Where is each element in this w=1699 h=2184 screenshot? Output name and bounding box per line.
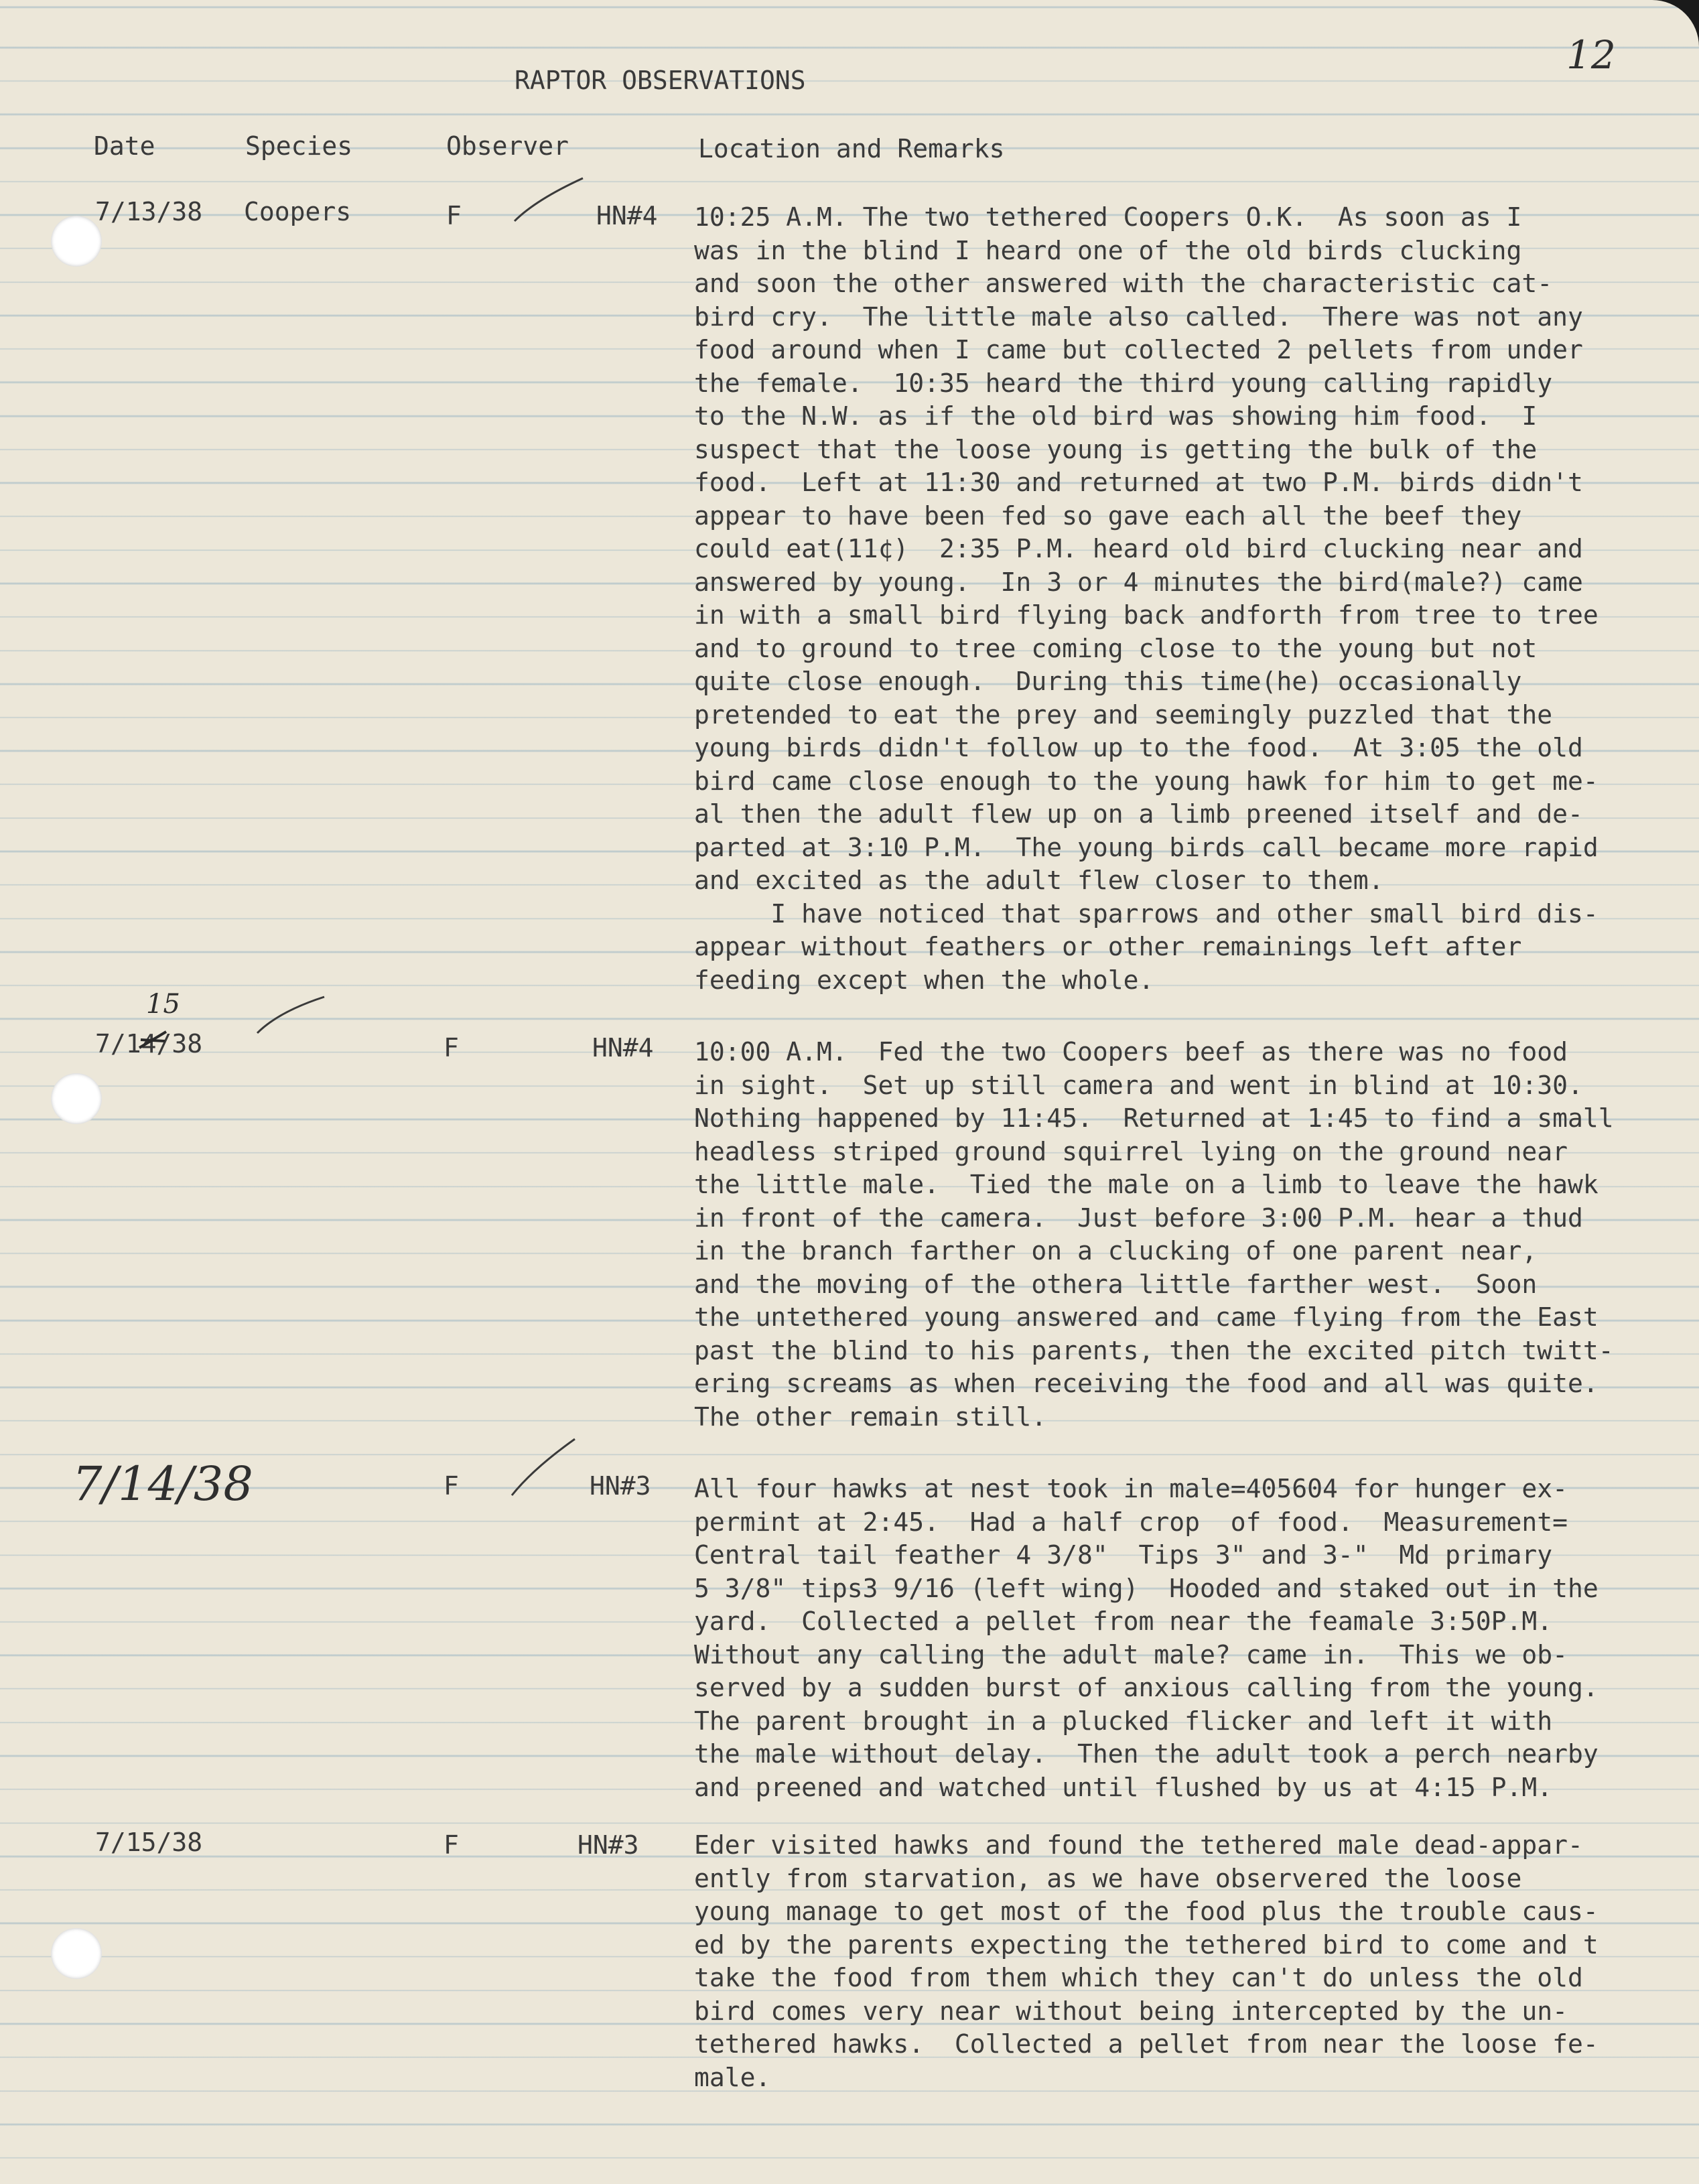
check-mark-icon (252, 992, 332, 1038)
page-title: RAPTOR OBSERVATIONS (515, 66, 806, 95)
remark-line: in front of the camera. Just before 3:00 P.M. hear a thud (694, 1203, 1583, 1233)
remark-line: to the N.W. as if the old bird was showing him food. I (694, 401, 1538, 431)
remark-line: appear without feathers or other remainings left after (694, 932, 1522, 961)
entry-remarks (694, 1473, 1686, 1804)
remark-line: young manage to get most of the food plus the trouble caus- (694, 1897, 1599, 1926)
remark-line: tethered hawks. Collected a pellet from near the loose fe- (694, 2029, 1599, 2059)
entry-nest-id: HN#3 (590, 1471, 651, 1501)
remark-line: the male without delay. Then the adult took a perch nearby (694, 1739, 1599, 1769)
remark-line: male. (694, 2062, 771, 2092)
remark-line: and excited as the adult flew closer to them. (694, 866, 1384, 895)
remark-line: and the moving of the othera little farther west. Soon (694, 1269, 1538, 1299)
column-header-remarks: Location and Remarks (698, 134, 1005, 163)
remark-line: The parent brought in a plucked flicker and left it with (694, 1706, 1553, 1736)
punch-hole (51, 1073, 102, 1124)
entry-date: 7/13/38 (95, 197, 203, 226)
remark-line: I have noticed that sparrows and other small bird dis- (694, 898, 1599, 929)
entry-date: 7/14/38 (95, 1029, 203, 1059)
remark-line: and preened and watched until flushed by us at 4:15 P.M. (694, 1772, 1553, 1802)
remark-line: pretended to eat the prey and seemingly puzzled that the (694, 699, 1553, 730)
remark-line: could eat(11¢) 2:35 P.M. heard old bird clucking near and (694, 534, 1583, 563)
remark-line: headless striped ground squirrel lying on the ground near (694, 1136, 1568, 1166)
remark-line: and to ground to tree coming close to the young but not (694, 633, 1538, 663)
remark-line: was in the blind I heard one of the old birds clucking (694, 235, 1522, 265)
remark-line: ed by the parents expecting the tethered bird to come and t (694, 1929, 1599, 1960)
remark-line: in sight. Set up still camera and went in blind at 10:30. (694, 1070, 1583, 1100)
entry-remarks (694, 1036, 1686, 1434)
column-header-species: Species (245, 131, 353, 161)
remark-line: and soon the other answered with the characteristic cat- (694, 269, 1553, 298)
remark-line: permint at 2:45. Had a half crop of food. Measurement= (694, 1507, 1568, 1537)
remark-line: yard. Collected a pellet from near the feamale 3:50P.M. (694, 1607, 1553, 1636)
remark-line: 10:25 A.M. The two tethered Coopers O.K. As soon as I (694, 202, 1522, 232)
remark-line: The other remain still. (694, 1402, 1047, 1432)
remark-line: ently from starvation, as we have observered the loose (694, 1863, 1522, 1893)
remark-line: Eder visited hawks and found the tethered male dead-appar- (694, 1830, 1583, 1860)
remark-line: the little male. Tied the male on a limb to leave the hawk (694, 1170, 1599, 1199)
entry-nest-id: HN#4 (596, 201, 658, 230)
remark-line: All four hawks at nest took in male=405604 for hunger ex- (694, 1474, 1568, 1503)
strikethrough-mark (137, 1026, 169, 1053)
entry-nest-id: HN#4 (592, 1033, 654, 1063)
column-header-observer: Observer (446, 131, 569, 161)
remark-line: bird came close enough to the young hawk for him to get me- (694, 766, 1599, 796)
remark-line: in the branch farther on a clucking of one parent near, (694, 1236, 1538, 1266)
remark-line: food. Left at 11:30 and returned at two P.M. birds didn't (694, 468, 1583, 497)
page-number: 12 (1566, 32, 1616, 78)
date-correction: 15 (146, 989, 180, 1020)
entry-species: Coopers (244, 197, 352, 226)
remark-line: bird cry. The little male also called. There was not any (694, 301, 1583, 332)
remark-line: bird comes very near without being intercepted by the un- (694, 1996, 1568, 2026)
check-mark-icon (506, 1434, 580, 1501)
remark-line: 5 3/8" tips3 9/16 (left wing) Hooded and staked out in the (694, 1573, 1599, 1603)
entry-observer: F (444, 1830, 459, 1860)
remark-line: Nothing happened by 11:45. Returned at 1:45 to find a small (694, 1103, 1614, 1133)
check-mark-icon (509, 173, 590, 226)
remark-line: the untethered young answered and came flying from the East (694, 1302, 1599, 1332)
remark-line: Central tail feather 4 3/8" Tips 3" and 3-" Md primary (694, 1540, 1553, 1570)
remark-line: take the food from them which they can't do unless the old (694, 1963, 1583, 1992)
remark-line: parted at 3:10 P.M. The young birds call became more rapid (694, 832, 1599, 862)
entry-remarks (694, 1829, 1686, 2094)
remark-line: the female. 10:35 heard the third young calling rapidly (694, 368, 1553, 398)
remark-line: past the blind to his parents, then the excited pitch twitt- (694, 1335, 1614, 1365)
entry-remarks (694, 201, 1686, 997)
remark-line: served by a sudden burst of anxious calling from the young. (694, 1673, 1599, 1702)
entry-date: 7/15/38 (95, 1828, 203, 1857)
entry-date-handwritten: 7/14/38 (72, 1456, 253, 1511)
remark-line: young birds didn't follow up to the food. At 3:05 the old (694, 733, 1583, 762)
punch-hole (51, 1928, 102, 1979)
entry-observer: F (444, 1033, 459, 1063)
remark-line: appear to have been fed so gave each all the beef they (694, 500, 1522, 531)
entry-observer: F (446, 201, 462, 230)
remark-line: in with a small bird flying back andforth from tree to tree (694, 600, 1599, 630)
remark-line: al then the adult flew up on a limb preened itself and de- (694, 799, 1583, 829)
remark-line: 10:00 A.M. Fed the two Coopers beef as there was no food (694, 1037, 1568, 1067)
entry-nest-id: HN#3 (577, 1830, 639, 1860)
remark-line: answered by young. In 3 or 4 minutes the bird(male?) came (694, 567, 1583, 597)
column-header-date: Date (94, 131, 155, 161)
remark-line: feeding except when the whole. (694, 965, 1154, 995)
remark-line: Without any calling the adult male? came in. This we ob- (694, 1639, 1568, 1669)
remark-line: ering screams as when receiving the food and all was quite. (694, 1369, 1599, 1398)
remark-line: food around when I came but collected 2 pellets from under (694, 335, 1583, 364)
remark-line: suspect that the loose young is getting the bulk of the (694, 434, 1538, 464)
entry-observer: F (444, 1471, 459, 1501)
remark-line: quite close enough. During this time(he) occasionally (694, 667, 1522, 696)
punch-hole (51, 216, 102, 267)
